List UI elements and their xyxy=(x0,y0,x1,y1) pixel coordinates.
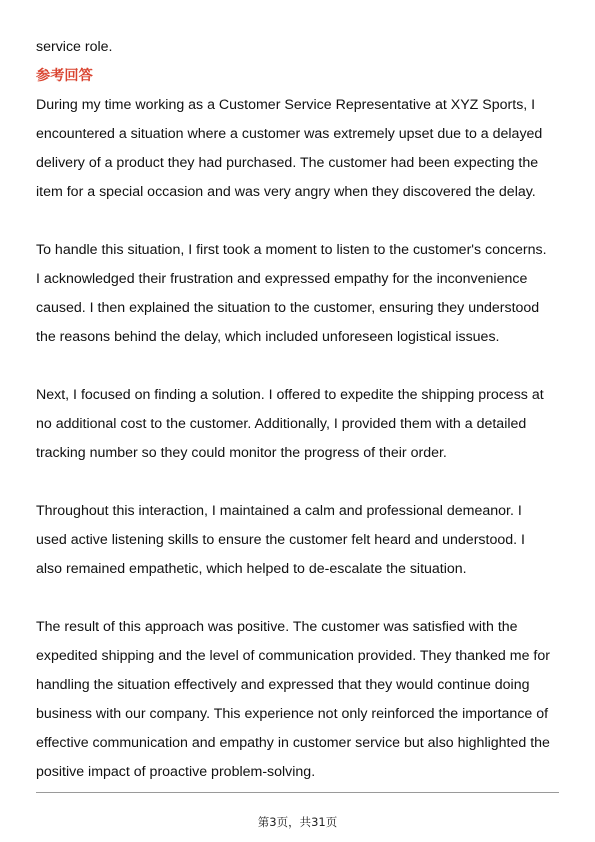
continued-text: service role. xyxy=(36,39,113,55)
page-number: 第3页，共31页 xyxy=(257,815,338,829)
paragraph-1: During my time working as a Customer Service Representative at XYZ Sports, I encountered a situation where a customer was extremely upset due to a delayed delivery of a product they had purchased. The customer had been expecting the item for a special occasion and was very angry when they discovered the delay. xyxy=(36,97,543,200)
paragraph-3: Next, I focused on finding a solution. I offered to expedite the shipping process at no additional cost to the customer. Additionally, I provided them with a detailed tracking number so they could monitor the progress of their order. xyxy=(36,387,544,461)
document-body xyxy=(36,33,566,787)
footer-divider xyxy=(36,792,559,793)
section-heading: 参考回答 xyxy=(36,68,93,84)
paragraph-4: Throughout this interaction, I maintained a calm and professional demeanor. I used active listening skills to ensure the customer felt heard and understood. I also remained empathetic, which helped to de-escalate the situation. xyxy=(36,503,525,577)
paragraph-2: To handle this situation, I first took a moment to listen to the customer's concerns. I acknowledged their frustration and expressed empathy for the inconvenience caused. I then explained the situation to the customer, ensuring they understood the reasons behind the delay, which included unforeseen logistical issues. xyxy=(36,242,547,345)
paragraph-5: The result of this approach was positive. The customer was satisfied with the expedited shipping and the level of communication provided. They thanked me for handling the situation effectively and expressed that they would continue doing business with our company. This experience not only reinforced the importance of effective communication and empathy in customer service but also highlighted the positive impact of proactive problem-solving. xyxy=(36,619,550,780)
